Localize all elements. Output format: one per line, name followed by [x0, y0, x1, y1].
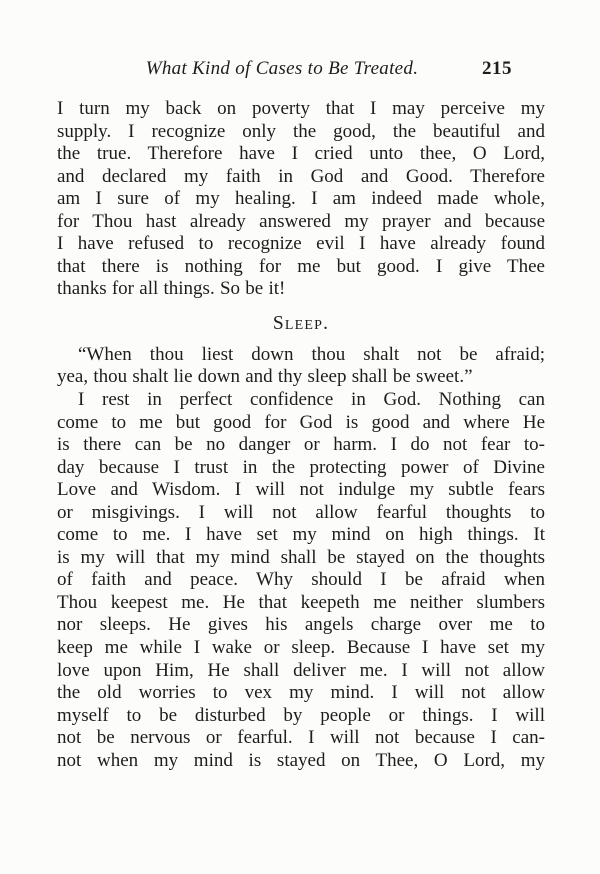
text-line: the true. Therefore have I cried unto thee, O Lord, — [57, 143, 545, 165]
paragraph-supply-affirmation — [57, 98, 545, 301]
text-line: supply. I recognize only the good, the beautiful and — [57, 120, 545, 142]
text-line: of faith and peace. Why should I be afraid when — [57, 569, 545, 591]
text-line: come to me. I have set my mind on high things. It — [57, 524, 545, 546]
text-line: come to me but good for God is good and where He — [57, 411, 545, 433]
text-block — [57, 98, 545, 772]
running-header-title: What Kind of Cases to Be Treated. — [145, 58, 419, 79]
text-line: is my will that my mind shall be stayed on the thoughts — [57, 546, 545, 568]
text-line: thanks for all things. So be it! — [57, 278, 286, 300]
text-line: not when my mind is stayed on Thee, O Lord, my — [57, 749, 545, 771]
text-line: keep me while I wake or sleep. Because I have set my — [57, 637, 545, 659]
text-line: day because I trust in the protecting power of Divine — [57, 456, 545, 478]
text-line: or misgivings. I will not allow fearful thoughts to — [57, 501, 545, 523]
text-line: nor sleeps. He gives his angels charge over me to — [57, 614, 545, 636]
text-line: yea, thou shalt lie down and thy sleep shall be sweet.” — [57, 366, 473, 388]
text-line: not be nervous or fearful. I will not because I can- — [57, 727, 545, 749]
running-header — [57, 57, 545, 83]
text-line: am I sure of my healing. I am indeed made whole, — [57, 188, 545, 210]
text-line: I rest in perfect confidence in God. Nothing can — [78, 389, 545, 411]
text-line: “When thou liest down thou shalt not be afraid; — [78, 343, 545, 365]
text-line: is there can be no danger or harm. I do not fear to- — [57, 434, 545, 456]
text-line: that there is nothing for me but good. I give Thee — [57, 255, 545, 277]
text-line: and declared my faith in God and Good. Therefore — [57, 165, 545, 187]
paragraph-sleep-affirmation — [57, 389, 545, 772]
text-line: I have refused to recognize evil I have already found — [57, 233, 545, 255]
text-line: Thou keepest me. He that keepeth me neither slumbers — [57, 591, 545, 613]
section-heading-sleep: Sleep. — [272, 312, 330, 334]
text-line: the old worries to vex my mind. I will not allow — [57, 682, 545, 704]
scripture-quote — [57, 344, 545, 389]
text-line: I turn my back on poverty that I may perceive my — [57, 98, 545, 119]
text-line: love upon Him, He shall deliver me. I will not allow — [57, 659, 545, 681]
text-line: Love and Wisdom. I will not indulge my subtle fears — [57, 479, 545, 501]
text-line: for Thou hast already answered my prayer and because — [57, 210, 545, 232]
text-line: myself to be disturbed by people or things. I will — [57, 704, 545, 726]
page-number: 215 — [482, 58, 512, 79]
